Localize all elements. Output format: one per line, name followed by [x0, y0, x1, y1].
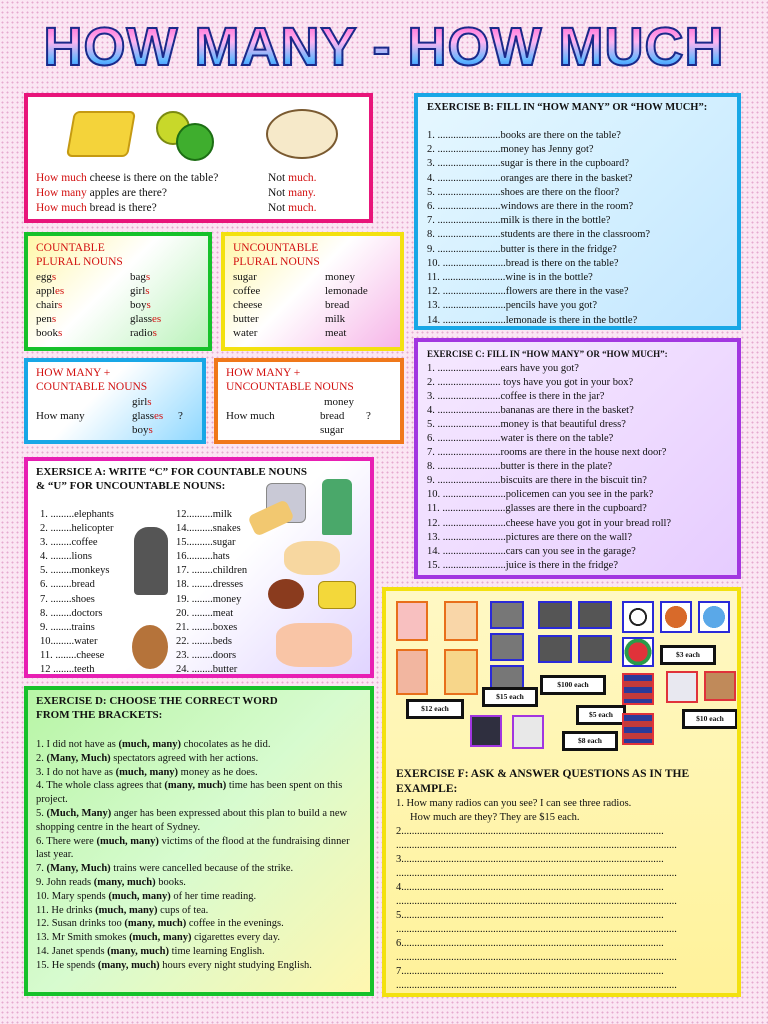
countable-heading: [36, 241, 123, 269]
exercise-d-item[interactable]: [36, 945, 366, 959]
intro-q2: [36, 186, 218, 201]
heading-line: PLURAL NOUNS: [233, 256, 320, 268]
lead-text: How much: [226, 410, 275, 422]
word-choice: (many, much): [97, 959, 160, 971]
countable-col2: [130, 270, 161, 340]
answer-line[interactable]: ...........................................................................................................: [396, 840, 677, 851]
noun-ending: s: [146, 299, 151, 311]
lead-text: How many: [36, 410, 85, 422]
exercise-b-title: EXERCISE B: FILL IN “HOW MANY” OR “HOW MUCH”:: [427, 102, 708, 113]
word-choice: (many, much): [107, 945, 170, 957]
heading-line: COUNTABLE NOUNS: [36, 381, 148, 393]
answer-line[interactable]: 6....................................................................................................: [396, 938, 664, 949]
exercise-c-item[interactable]: 10. ........................policemen can you see in the park?: [427, 489, 654, 501]
exercise-a-item[interactable]: 11. ........cheese: [40, 649, 105, 661]
exercise-a-item[interactable]: 12 ........teeth: [40, 664, 95, 676]
exercise-c-list: [427, 362, 671, 573]
exercise-d-item[interactable]: [36, 876, 366, 890]
item-text: 6. There were: [36, 835, 97, 847]
radio-picture: [490, 601, 524, 629]
answer-line[interactable]: 2....................................................................................................: [396, 826, 664, 837]
word-choice: (many, much): [93, 876, 156, 888]
monkey-cartoon-picture-2: [132, 625, 168, 669]
cheese-picture: [66, 111, 136, 157]
exercise-a-item[interactable]: 4. ........lions: [40, 551, 92, 563]
answer-line[interactable]: ...........................................................................................................: [396, 896, 677, 907]
noun-ending: s: [57, 299, 63, 311]
exercise-b-item[interactable]: 14. ........................lemonade is there in the bottle?: [427, 314, 638, 326]
item-text: hours every night studying English.: [159, 959, 312, 971]
word-choice: (much, many): [115, 766, 179, 778]
exercise-d-title: [36, 694, 278, 722]
noun-ending: s: [58, 327, 63, 339]
word-choice: (Many, Much): [46, 863, 111, 875]
item-text: 2.: [36, 752, 47, 764]
ball-picture: [660, 601, 692, 633]
computer-picture: [538, 635, 572, 663]
bread-picture: [247, 499, 294, 537]
price-tag: $15 each: [482, 687, 538, 707]
item-text: 7.: [36, 863, 47, 875]
exercise-c-item[interactable]: 7. ........................rooms are there in the house next door?: [427, 447, 667, 459]
noun-ending: s: [145, 285, 150, 297]
answer-line[interactable]: ...........................................................................................................: [396, 924, 677, 935]
exercise-a-item[interactable]: 18. ........dresses: [176, 579, 244, 591]
word-stem: girl: [132, 396, 148, 408]
exercise-b-item[interactable]: 6. ........................windows are there in the room?: [427, 201, 634, 213]
shirt-picture: [470, 715, 502, 747]
noun: coffee: [233, 285, 261, 297]
item-text: books.: [155, 876, 186, 888]
exercise-d-item[interactable]: [36, 738, 366, 752]
noun: [130, 284, 161, 298]
how-many-heading: [36, 366, 147, 394]
exercise-a-item[interactable]: 7. ........shoes: [40, 593, 95, 605]
exercise-b-item[interactable]: 5. ........................shoes are there on the floor?: [427, 186, 620, 198]
noun: [36, 270, 64, 284]
how-many-box: [24, 358, 206, 444]
how-much-box: [214, 358, 404, 444]
word-stem: glass: [132, 410, 154, 422]
exercise-a-item[interactable]: 9. ........trains: [40, 621, 95, 633]
word-ending: s: [147, 396, 152, 408]
noun: [36, 312, 64, 326]
exercise-c-item[interactable]: 6. ........................water is there on the table?: [427, 433, 614, 445]
exercise-d-box: [24, 686, 374, 996]
noun: water: [233, 327, 258, 339]
exercise-c-item[interactable]: 5. ........................money is that beautiful dress?: [427, 419, 626, 431]
exercise-c-item[interactable]: 15. ........................juice is there in the fridge?: [427, 559, 618, 571]
exercise-b-list: [427, 129, 650, 328]
kids-picture: [276, 623, 352, 667]
exercise-a-item[interactable]: 23. ........doors: [176, 649, 237, 661]
word-choice: (Many, Much): [46, 752, 111, 764]
item-text: 3. I do not have as: [36, 766, 116, 778]
item-text: 4. The whole class agrees that: [36, 780, 165, 792]
noun: milk: [325, 313, 346, 325]
how-much-heading: [226, 366, 354, 394]
q-rest: bread is there?: [86, 202, 157, 214]
exercise-b-box: [414, 93, 741, 330]
heading-line: UNCOUNTABLE: [233, 242, 319, 254]
word: money: [324, 396, 354, 408]
item-text: of her time reading.: [170, 890, 257, 902]
cheese-picture: [318, 581, 356, 609]
exercise-a-item[interactable]: 5. ........monkeys: [40, 565, 110, 577]
exercise-d-item[interactable]: [36, 835, 366, 863]
intro-a2: [268, 186, 317, 201]
noun: lemonade: [325, 285, 368, 297]
a-word: much.: [288, 172, 317, 184]
doll-picture: [444, 601, 478, 641]
noun-stem: book: [36, 327, 58, 339]
word: [132, 395, 163, 409]
intro-a3: [268, 201, 317, 216]
word-stem: boy: [132, 424, 149, 436]
price-tag: $5 each: [576, 705, 626, 725]
word-ending: es: [154, 410, 164, 422]
noun: [36, 326, 64, 340]
exercise-b-item[interactable]: 2. ........................money has Jenny got?: [427, 144, 594, 156]
heading-line: UNCOUNTABLE NOUNS: [226, 381, 354, 393]
exercise-d-item[interactable]: [36, 779, 366, 807]
item-text: cigarettes every day.: [191, 932, 281, 944]
exercise-a-item[interactable]: 6. ........bread: [40, 579, 95, 591]
heading-line: HOW MANY +: [226, 367, 301, 379]
q-rest: apples are there?: [86, 187, 167, 199]
exercise-c-item[interactable]: 8. ........................butter is there in the plate?: [427, 461, 613, 473]
noun-ending: s: [51, 271, 57, 283]
exercise-a-col2: [176, 508, 247, 677]
heading-line: HOW MANY +: [36, 367, 111, 379]
exercise-f-title: [396, 767, 689, 797]
noun-ending: s: [152, 327, 157, 339]
item-text: 5.: [36, 807, 47, 819]
q-rest: cheese is there on the table?: [86, 172, 219, 184]
a-text: Not: [268, 172, 289, 184]
word-choice: (much, many): [96, 835, 159, 847]
exercise-c-item[interactable]: 9. ........................biscuits are there in the biscuit tin?: [427, 475, 647, 487]
page-title: HOW MANY - HOW MUCH: [0, 20, 768, 74]
exercise-b-item[interactable]: 9. ........................butter is there in the fridge?: [427, 243, 617, 255]
q-word: How much: [36, 202, 87, 214]
item-text: 1. I did not have as: [36, 739, 119, 750]
exercise-c-item[interactable]: 3. ........................coffee is there in the jar?: [427, 391, 605, 403]
intro-questions: [36, 171, 218, 216]
title-line: EXERCISE D: CHOOSE THE CORRECT WORD: [36, 695, 278, 707]
books-picture: [622, 673, 654, 705]
item-text: time has been spent on this project.: [36, 780, 343, 806]
noun: money: [325, 271, 355, 283]
title-line: EXERSICE A: WRITE “C” FOR COUNTABLE NOUNS: [36, 466, 307, 478]
word-choice: (many, much): [124, 918, 187, 930]
exercise-c-title: EXERCISE C: FILL IN “HOW MANY” OR “HOW MUCH”:: [427, 349, 668, 359]
countable-nouns-box: [24, 232, 212, 351]
intro-answers: [268, 171, 317, 216]
noun-stem: radio: [130, 327, 153, 339]
exercise-a-item[interactable]: 24. ........butter: [176, 664, 238, 676]
noun: bread: [325, 299, 350, 311]
exercise-b-item[interactable]: 8. ........................students are there in the classroom?: [427, 229, 651, 241]
price-tag: $3 each: [660, 645, 716, 665]
intro-q3: [36, 201, 218, 216]
noun: [36, 284, 64, 298]
noun: meat: [325, 327, 347, 339]
intro-a1: [268, 171, 317, 186]
word: sugar: [320, 424, 344, 436]
uncountable-nouns-box: [221, 232, 404, 351]
title-line: EXAMPLE:: [396, 783, 458, 795]
a-word: much.: [288, 202, 317, 214]
exercise-c-item[interactable]: 1. ........................ears have you got?: [427, 363, 579, 374]
exercise-a-item[interactable]: 22. ........beds: [176, 635, 232, 647]
noun-ending: s: [51, 313, 57, 325]
intro-box: [24, 93, 373, 223]
item-text: money as he does.: [178, 766, 258, 778]
noun: [130, 270, 161, 284]
answer-line[interactable]: 5....................................................................................................: [396, 910, 664, 921]
item-text: coffee in the evenings.: [186, 918, 284, 930]
noun: [36, 298, 64, 312]
exercise-c-item[interactable]: 11. ........................glasses are there in the cupboard?: [427, 503, 647, 515]
how-many-words: [132, 395, 163, 437]
exercise-d-item[interactable]: [36, 890, 366, 904]
title-line: FROM THE BRACKETS:: [36, 709, 163, 721]
pants-picture: [512, 715, 544, 749]
noun: sugar: [233, 271, 257, 283]
noun-stem: glass: [130, 313, 152, 325]
noun-ending: s: [145, 271, 151, 283]
a-text: Not: [268, 202, 289, 214]
price-tag: $100 each: [540, 675, 606, 695]
apples-picture-2: [176, 123, 214, 161]
exercise-c-box: [414, 338, 741, 579]
exercise-a-col1: [40, 508, 114, 677]
computer-picture: [578, 635, 612, 663]
exercise-c-item[interactable]: 2. ........................ toys have you got in your box?: [427, 377, 634, 389]
price-tag: $12 each: [406, 699, 464, 719]
exercise-d-item[interactable]: [36, 917, 366, 931]
item-text: time learning English.: [169, 945, 265, 957]
ball-picture: [622, 637, 654, 667]
noun-ending: es: [54, 285, 65, 297]
answer-line[interactable]: ...........................................................................................................: [396, 868, 677, 879]
noun-stem: boy: [130, 299, 147, 311]
item-text: 12. Susan drinks too: [36, 918, 125, 930]
item-text: cups of tea.: [157, 904, 209, 916]
answer-line[interactable]: ...........................................................................................................: [396, 980, 677, 991]
item-text: anger has been expressed about this plan to build a new shopping centre in the heart of Sydney.: [36, 807, 348, 833]
noun-stem: girl: [130, 285, 146, 297]
exercise-b-item[interactable]: 4. ........................oranges are there in the basket?: [427, 172, 633, 184]
noun: butter: [233, 313, 259, 325]
answer-line[interactable]: ...........................................................................................................: [396, 952, 677, 963]
q-word: How many: [36, 187, 87, 199]
bread-picture: [266, 109, 338, 159]
exercise-a-item[interactable]: 1. .........elephants: [40, 509, 114, 520]
a-text: Not: [268, 187, 289, 199]
uncountable-heading: [233, 241, 320, 269]
ball-picture: [698, 601, 730, 633]
exercise-a-item[interactable]: 14..........snakes: [176, 523, 241, 535]
exercise-a-item[interactable]: 20. ........meat: [176, 607, 234, 619]
q-word: How much: [36, 172, 87, 184]
title-line: EXERCISE F: ASK & ANSWER QUESTIONS AS IN THE: [396, 768, 690, 780]
answer-line[interactable]: 4....................................................................................................: [396, 882, 664, 893]
exercise-f-lines: [396, 825, 726, 993]
word: bread: [320, 410, 345, 422]
intro-q1: [36, 171, 218, 186]
noun-stem: pen: [36, 313, 52, 325]
ball-picture: [622, 601, 654, 633]
question-mark: ?: [178, 410, 183, 422]
exercise-a-item[interactable]: 8. ........doctors: [40, 607, 103, 619]
item-text: trains were cancelled because of the strike.: [110, 863, 294, 875]
word-choice: (many, much): [164, 780, 227, 792]
countable-col1: [36, 270, 64, 340]
exercise-a-item[interactable]: 15..........sugar: [176, 537, 236, 549]
exercise-c-item[interactable]: 14. ........................cars can you see in the garage?: [427, 545, 636, 557]
exercise-d-item[interactable]: [36, 752, 366, 766]
exercise-b-item[interactable]: 1. ........................books are there on the table?: [427, 130, 621, 141]
word-choice: (Much, Many): [46, 807, 112, 819]
item-text: 10. Mary spends: [36, 890, 109, 902]
exercise-d-item[interactable]: [36, 904, 366, 918]
item-text: chocolates as he did.: [180, 739, 271, 750]
noun-stem: egg: [36, 271, 52, 283]
exercise-d-item[interactable]: [36, 807, 366, 835]
exercise-f-example: [396, 797, 631, 825]
exercise-a-item[interactable]: 21. ........boxes: [176, 621, 238, 633]
doll-picture: [396, 649, 428, 695]
cat-picture: [704, 671, 736, 701]
word: [132, 423, 163, 437]
radio-picture: [490, 633, 524, 661]
exercise-a-box: [24, 457, 374, 678]
exercise-a-item[interactable]: 19. ........money: [176, 593, 242, 605]
noun-stem: chair: [36, 299, 58, 311]
exercise-b-item[interactable]: 3. ........................sugar is there in the cupboard?: [427, 158, 630, 170]
exercise-d-item[interactable]: [36, 959, 366, 973]
a-word: many.: [288, 187, 316, 199]
exercise-a-item[interactable]: 3. ........coffee: [40, 537, 98, 549]
heading-line: PLURAL NOUNS: [36, 256, 123, 268]
exercise-c-item[interactable]: 13. ........................pictures are there on the wall?: [427, 531, 632, 543]
noun: [130, 298, 161, 312]
item-text: victims of the flood at the fundraising dinner last year.: [36, 835, 350, 861]
exercise-a-item[interactable]: 16..........hats: [176, 551, 230, 563]
doll-picture: [396, 601, 428, 641]
exercise-c-item[interactable]: 12. ........................cheese have you got in your bread roll?: [427, 517, 672, 529]
exercise-b-item[interactable]: 11. ........................wine is in the bottle?: [427, 272, 593, 284]
meat-picture: [268, 579, 304, 609]
answer-line[interactable]: 7....................................................................................................: [396, 966, 664, 977]
noun-stem: appl: [36, 285, 55, 297]
how-much-words: [320, 395, 354, 437]
computer-picture: [578, 601, 612, 629]
uncountable-col1: [233, 270, 262, 340]
noun: cheese: [233, 299, 263, 311]
exercise-f-box: [382, 587, 741, 997]
word-choice: (much, many): [108, 890, 171, 902]
exercise-d-item[interactable]: [36, 766, 366, 780]
answer-line[interactable]: 3....................................................................................................: [396, 854, 664, 865]
exercise-d-item[interactable]: [36, 862, 366, 876]
question-mark: ?: [366, 410, 371, 422]
word-ending: s: [148, 424, 153, 436]
monkey-cartoon-picture: [134, 527, 168, 595]
computer-picture: [538, 601, 572, 629]
item-text: spectators agreed with her actions.: [110, 752, 259, 764]
word-choice: (much, many): [129, 932, 192, 944]
item-text: 15. He spends: [36, 959, 98, 971]
item-text: 13. Mr Smith smokes: [36, 932, 130, 944]
books-picture: [622, 713, 654, 745]
exercise-b-item[interactable]: 10. ........................bread is there on the table?: [427, 257, 619, 269]
exercise-a-item[interactable]: 2. ........helicopter: [40, 523, 114, 535]
price-tag: $8 each: [562, 731, 618, 751]
uncountable-col2: [325, 270, 368, 340]
exercise-b-item[interactable]: 7. ........................milk is there in the bottle?: [427, 215, 611, 227]
noun-ending: es: [152, 313, 162, 325]
item-text: 9. John reads: [36, 876, 94, 888]
dress-picture: [322, 479, 352, 535]
noun: [130, 312, 161, 326]
word: [132, 409, 163, 423]
noun: [130, 326, 161, 340]
item-text: 14. Janet spends: [36, 945, 108, 957]
price-tag: $10 each: [682, 709, 738, 729]
children-picture: [284, 541, 340, 575]
example-line: 1. How many radios can you see? I can see three radios.: [396, 798, 632, 809]
exercise-a-item[interactable]: 12..........milk: [176, 509, 233, 520]
exercise-a-item[interactable]: 17. ........children: [176, 565, 248, 577]
title-line: & “U” FOR UNCOUNTABLE NOUNS:: [36, 480, 226, 492]
exercise-a-item[interactable]: 10.........water: [40, 635, 98, 647]
bag-picture: [666, 671, 698, 703]
word-choice: (much, many): [95, 904, 158, 916]
word-choice: (much, many): [118, 739, 181, 750]
example-line: How much are they? They are $15 each.: [410, 812, 580, 823]
exercise-d-item[interactable]: [36, 931, 366, 945]
heading-line: COUNTABLE: [36, 242, 105, 254]
exercise-b-item[interactable]: 12. ........................flowers are there in the vase?: [427, 286, 629, 298]
exercise-b-item[interactable]: 13. ........................pencils have you got?: [427, 300, 598, 312]
exercise-c-item[interactable]: 4. ........................bananas are there in the basket?: [427, 405, 634, 417]
doll-picture: [444, 649, 478, 695]
item-text: 11. He drinks: [36, 904, 96, 916]
exercise-d-list: [36, 738, 366, 973]
noun-stem: bag: [130, 271, 146, 283]
